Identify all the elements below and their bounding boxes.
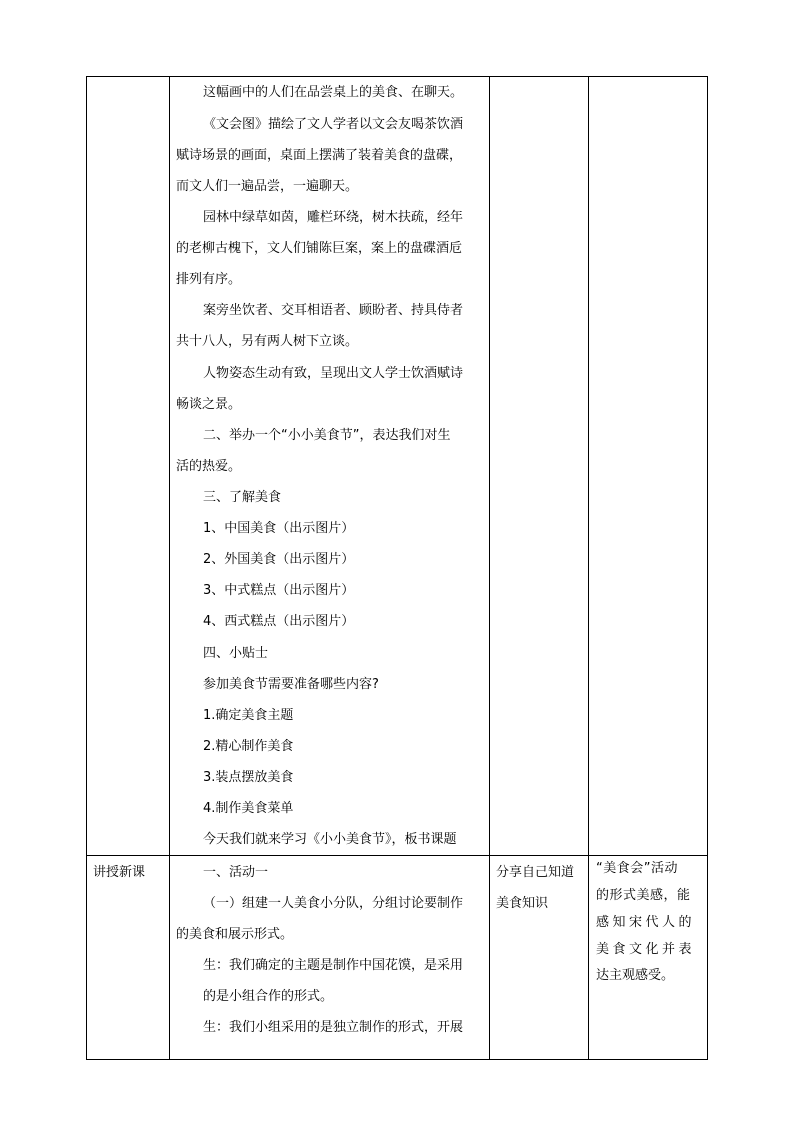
student-activity-line: 美食知识 [496,896,549,911]
content-line: 生：我们确定的主题是制作中国花馍，是采用 [203,958,464,973]
table-right-border [707,76,708,1060]
list-item: 2、外国美食（出示图片） [203,552,355,567]
list-item: 3.装点摆放美食 [203,770,294,785]
content-line: 参加美食节需要准备哪些内容? [203,677,379,692]
list-item: 3、中式糕点（出示图片） [203,583,355,598]
content-line: 的是小组合作的形式。 [203,989,334,1004]
content-line: 《文会图》描绘了文人学者以文会友喝茶饮酒 [203,117,464,132]
design-intent-line: 美食文化并表 [596,942,696,957]
design-intent-line: “美食会”活动 [596,861,678,876]
section-heading: 四、小贴士 [203,646,269,661]
design-intent-line: 的形式美感，能 [596,888,691,903]
table-top-border [86,76,708,77]
column-divider-2 [489,76,490,1060]
content-line: 排列有序。 [176,272,242,287]
content-line: 园林中绿草如茵，雕栏环绕，树木扶疏，经年 [203,210,464,225]
table-left-border [86,76,87,1060]
list-item: 4.制作美食菜单 [203,801,294,816]
content-line: 畅谈之景。 [176,397,242,412]
table-bottom-border [86,1059,708,1060]
student-activity-line: 分享自己知道 [496,865,575,880]
content-line: 这幅画中的人们在品尝桌上的美食、在聊天。 [203,85,464,100]
content-line: 今天我们就来学习《小小美食节》，板书课题 [203,832,457,847]
column-divider-1 [169,76,170,1060]
content-line: 的美食和展示形式。 [176,927,294,942]
content-line: 而文人们一遍品尝，一遍聊天。 [176,179,359,194]
list-item: 4、西式糕点（出示图片） [203,614,355,629]
content-line: 的老柳古槐下，文人们铺陈巨案，案上的盘碟酒卮 [176,241,463,256]
section-heading: 三、了解美食 [203,490,282,505]
content-line: 赋诗场景的画面，桌面上摆满了装着美食的盘碟， [176,148,463,163]
list-item: 1.确定美食主题 [203,708,294,723]
content-line: （一）组建一人美食小分队，分组讨论要制作 [203,896,464,911]
row-divider [86,855,708,856]
content-line: 活的热爱。 [176,459,242,474]
design-intent-line: 达主观感受。 [596,968,675,983]
content-line: 二、举办一个“小小美食节”，表达我们对生 [203,428,451,443]
content-line: 人物姿态生动有致，呈现出文人学士饮酒赋诗 [203,366,464,381]
content-line: 生：我们小组采用的是独立制作的形式，开展 [203,1020,464,1035]
content-line: 案旁坐饮者、交耳相语者、顾盼者、持具侍者 [203,303,464,318]
section-label: 讲授新课 [93,865,146,880]
design-intent-line: 感知宋代人的 [596,915,696,930]
list-item: 2.精心制作美食 [203,739,294,754]
section-heading: 一、活动一 [203,865,269,880]
content-line: 共十八人，另有两人树下立谈。 [176,334,359,349]
list-item: 1、中国美食（出示图片） [203,521,355,536]
column-divider-3 [588,76,589,1060]
